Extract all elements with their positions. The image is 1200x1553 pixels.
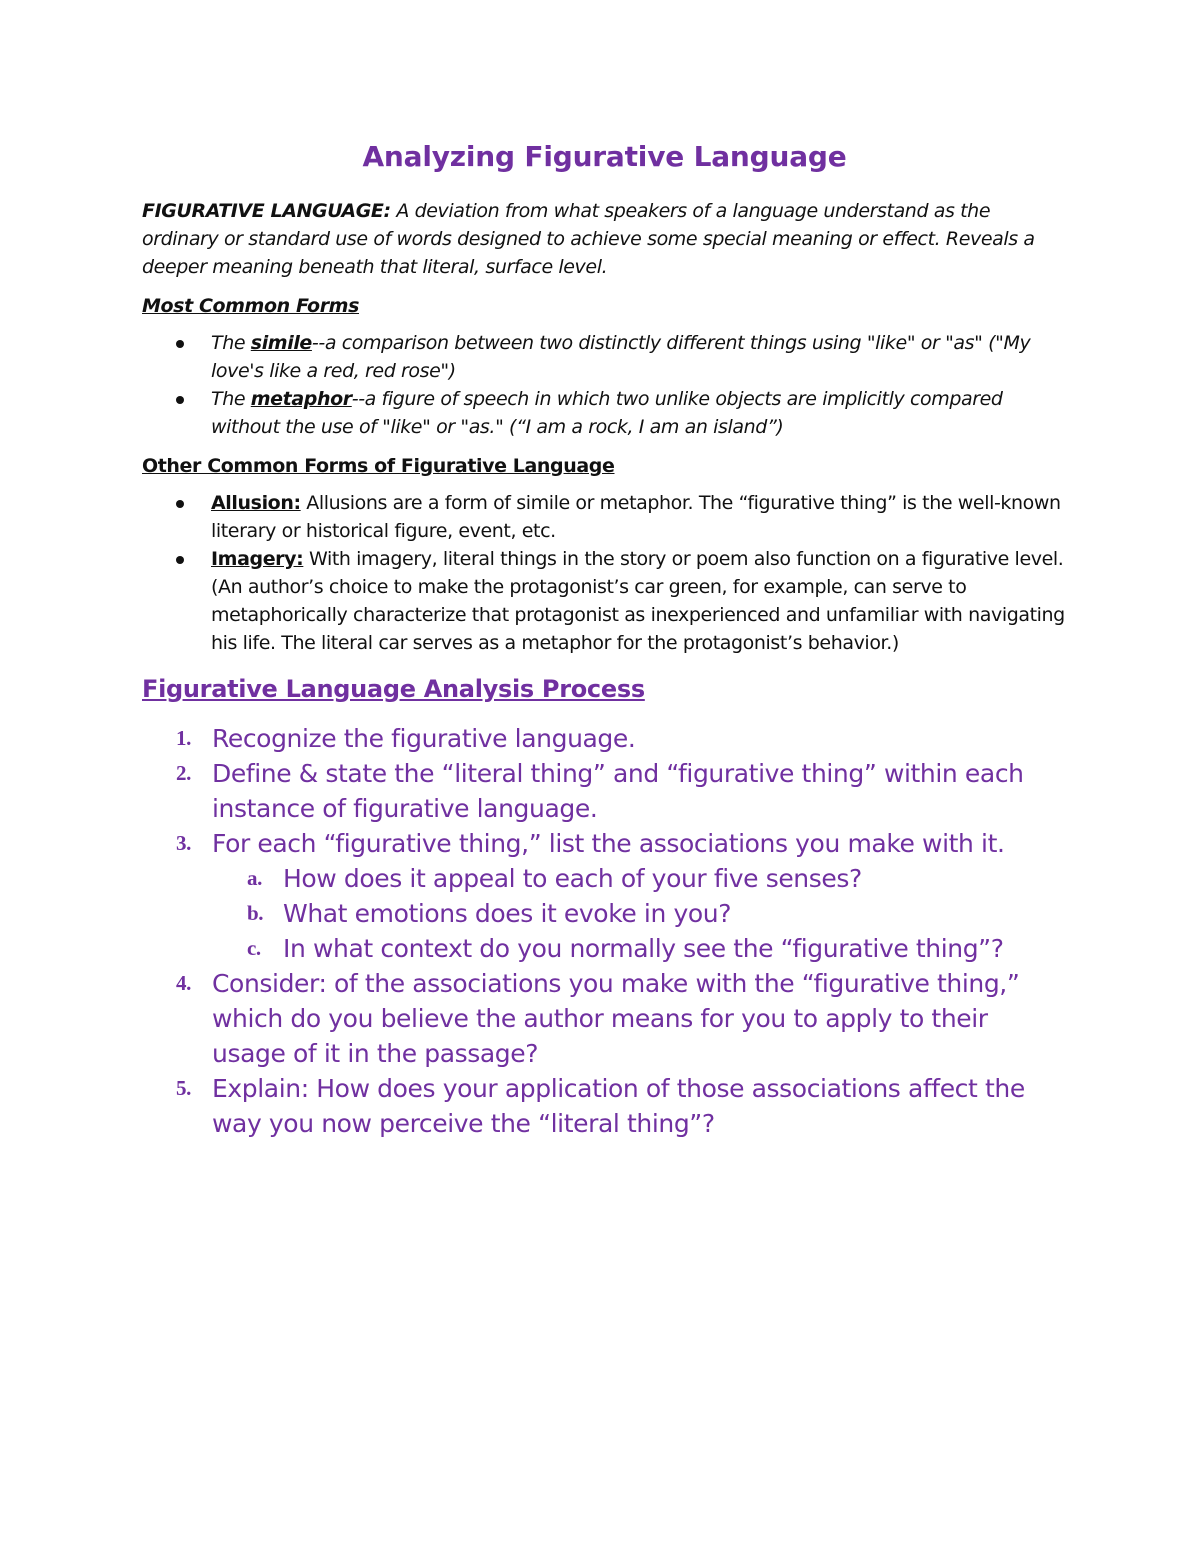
step-number: 4. (176, 971, 191, 995)
process-substep (212, 896, 1067, 931)
list-item-imagery (142, 545, 1067, 657)
definition-term: FIGURATIVE LANGUAGE: (142, 200, 391, 222)
definition-text: A deviation from what speakers of a language understand as the ordinary or standard use of words designed to achieve some special meaning or effect. Reveals a deeper meaning beneath that literal, surface level. (142, 200, 1035, 278)
keyword-imagery: Imagery: (211, 548, 304, 570)
keyword-allusion: Allusion: (211, 492, 301, 514)
other-forms-heading: Other Common Forms of Figurative Language (142, 455, 615, 477)
item-prefix: The (211, 332, 251, 354)
substep-letter: b. (247, 901, 264, 925)
substep-letter: c. (247, 936, 261, 960)
item-text: With imagery, literal things in the story or poem also function on a figurative level. (An author’s choice to make the protagonist’s car green, for example, can serve to metaphorically characterize that protagonist as inexperienced and unfamiliar with navigating his life. The literal car serves as a metaphor for the protagonist’s behavior.) (211, 548, 1065, 654)
common-forms-heading: Most Common Forms (142, 295, 359, 317)
process-step (142, 966, 1067, 1071)
keyword-simile: simile (250, 332, 312, 354)
process-step (142, 826, 1067, 966)
item-text: --a figure of speech in which two unlike objects are implicitly compared without the use of "like" or "as." (“I am a rock, I am an island”) (211, 388, 1003, 438)
bullet-icon (176, 500, 184, 508)
definition-paragraph (142, 197, 1067, 281)
list-item-allusion (142, 489, 1067, 545)
process-substep (212, 931, 1067, 966)
substep-text: In what context do you normally see the “figurative thing”? (283, 934, 1004, 963)
process-heading: Figurative Language Analysis Process (142, 675, 645, 703)
item-text: --a comparison between two distinctly different things using "like" or "as" ("My love's like a red, red rose") (211, 332, 1031, 382)
item-prefix: The (211, 388, 251, 410)
keyword-metaphor: metaphor (250, 388, 352, 410)
item-text: Allusions are a form of simile or metaphor. The “figurative thing” is the well-known literary or historical figure, event, etc. (211, 492, 1061, 542)
step-number: 5. (176, 1076, 191, 1100)
document-page (142, 140, 1067, 1141)
substep-letter: a. (247, 866, 262, 890)
step-text: Define & state the “literal thing” and “figurative thing” within each instance of figurative language. (212, 759, 1024, 823)
process-step (142, 756, 1067, 826)
page-title: Analyzing Figurative Language (362, 140, 847, 173)
step-number: 1. (176, 726, 191, 750)
substep-text: How does it appeal to each of your five senses? (283, 864, 862, 893)
step-text: Explain: How does your application of those associations affect the way you now perceive the “literal thing”? (212, 1074, 1025, 1138)
bullet-icon (176, 340, 184, 348)
bullet-icon (176, 396, 184, 404)
substep-text: What emotions does it evoke in you? (283, 899, 732, 928)
step-number: 2. (176, 761, 191, 785)
step-text: For each “figurative thing,” list the associations you make with it. (212, 829, 1005, 858)
step-number: 3. (176, 831, 191, 855)
process-substep (212, 861, 1067, 896)
process-step (142, 721, 1067, 756)
process-steps (142, 721, 1067, 1141)
step-text: Consider: of the associations you make with the “figurative thing,” which do you believe the author means for you to apply to their usage of it in the passage? (212, 969, 1020, 1068)
other-forms-list (142, 489, 1067, 657)
process-substeps (212, 861, 1067, 966)
bullet-icon (176, 556, 184, 564)
list-item-metaphor (142, 385, 1067, 441)
list-item-simile (142, 329, 1067, 385)
common-forms-list (142, 329, 1067, 441)
process-step (142, 1071, 1067, 1141)
step-text: Recognize the figurative language. (212, 724, 636, 753)
